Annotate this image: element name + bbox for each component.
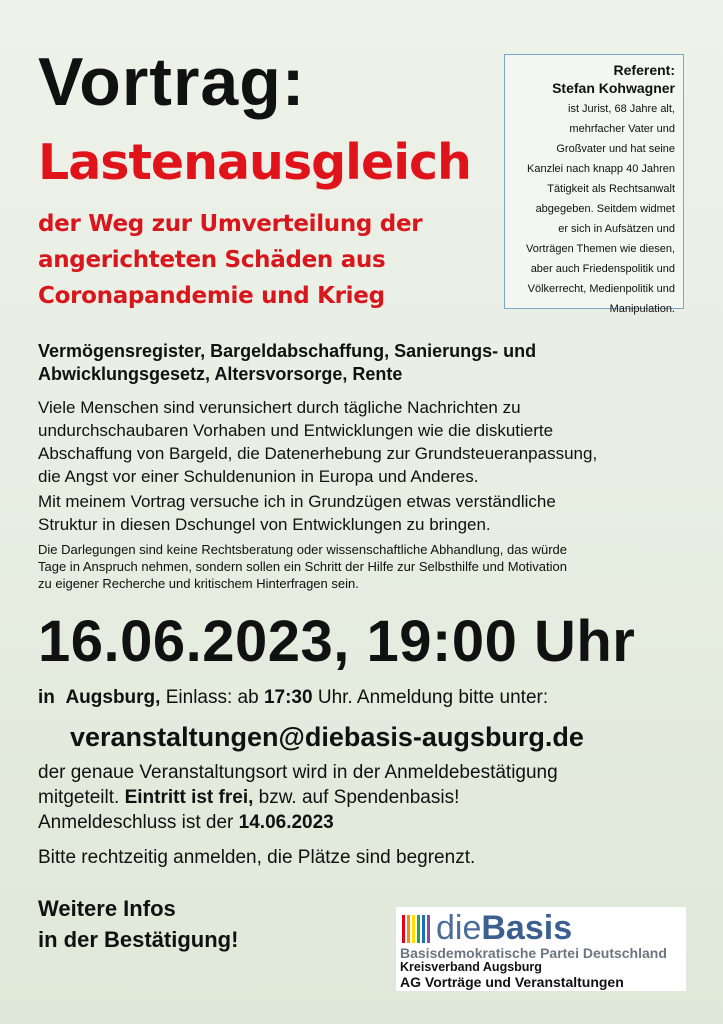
referent-box	[504, 54, 684, 315]
paragraph-line: zu eigener Recherche und kritischem Hinterfragen sein.	[38, 576, 359, 591]
bio-line: ist Jurist, 68 Jahre alt,	[568, 103, 675, 115]
venue-line	[38, 785, 698, 810]
logo-bars-icon	[402, 915, 434, 943]
paragraph-line: Struktur in diesen Dschungel von Entwicklungen zu bringen.	[38, 515, 491, 534]
topics-list	[38, 340, 678, 386]
subtitle	[38, 206, 478, 314]
disclaimer-paragraph	[38, 541, 678, 592]
referent-bio	[513, 99, 675, 319]
logo-bar	[412, 915, 415, 943]
event-datetime: 16.06.2023, 19:00 Uhr	[38, 609, 636, 674]
topics-line: Vermögensregister, Bargeldabschaffung, Sanierungs- und	[38, 341, 537, 361]
logo-ag: AG Vorträge und Veranstaltungen	[400, 974, 624, 990]
bio-line: Kanzlei nach knapp 40 Jahren	[527, 163, 675, 175]
paragraph-line: Die Darlegungen sind keine Rechtsberatung oder wissenschaftliche Abhandlung, das würde	[38, 542, 568, 557]
logo-bar	[407, 915, 410, 943]
logo-die: die	[436, 909, 482, 947]
logo-basis: Basis	[481, 909, 573, 947]
referent-heading: Referent:	[613, 62, 675, 78]
title-lastenausgleich: Lastenausgleich	[38, 134, 471, 191]
logo-bar	[422, 915, 425, 943]
logo-bar	[402, 915, 405, 943]
entry-label: Einlass: ab	[165, 687, 259, 708]
subtitle-line: angerichteten Schäden aus	[38, 247, 386, 273]
bio-line: Großvater und hat seine	[556, 143, 675, 155]
deadline-date: 14.06.2023	[238, 812, 334, 833]
location-line	[38, 686, 548, 710]
reminder-text: Bitte rechtzeitig anmelden, die Plätze sind begrenzt.	[38, 847, 476, 868]
paragraph-line: Tage in Anspruch nehmen, sondern sollen ein Schritt der Hilfe zur Selbsthilfe und Motivation	[38, 559, 567, 574]
venue-info	[38, 760, 698, 835]
paragraph-line: die Angst vor einer Schuldenunion in Europa und Anderes.	[38, 467, 479, 486]
paragraph-line: Mit meinem Vortrag versuche ich in Grundzügen etwas verständliche	[38, 492, 556, 511]
purpose-paragraph	[38, 490, 678, 536]
venue-line: der genaue Veranstaltungsort wird in der Anmeldebestätigung	[38, 762, 558, 783]
venue-post: bzw. auf Spendenbasis!	[258, 787, 460, 808]
entry-time: 17:30	[263, 687, 313, 708]
bio-line: Vorträgen Themen wie diesen,	[526, 243, 675, 255]
bio-line: Tätigkeit als Rechtsanwalt	[547, 183, 675, 195]
deadline-label: Anmeldeschluss ist der	[38, 812, 234, 833]
bio-line: Manipulation.	[609, 303, 675, 315]
paragraph-line: Abschaffung von Bargeld, die Datenerhebung zur Grundsteueranpassung,	[38, 444, 598, 463]
bio-line: er sich in Aufsätzen und	[558, 223, 675, 235]
logo-bar	[427, 915, 430, 943]
in-word: in	[38, 687, 55, 708]
subtitle-line: Coronapandemie und Krieg	[38, 283, 385, 309]
title-vortrag: Vortrag:	[38, 44, 306, 120]
bio-line: aber auch Friedenspolitik und	[530, 263, 675, 275]
more-info-line: Weitere Infos	[38, 896, 176, 921]
more-info-line: in der Bestätigung!	[38, 927, 239, 952]
entry-suffix: Uhr. Anmeldung bitte unter:	[317, 687, 549, 708]
bio-line: abgegeben. Seitdem widmet	[535, 203, 675, 215]
venue-pre: mitgeteilt.	[38, 787, 120, 808]
email-address[interactable]: veranstaltungen@diebasis-augsburg.de	[70, 722, 584, 752]
bio-line: Völkerrecht, Medienpolitik und	[527, 283, 675, 295]
more-info	[38, 893, 238, 955]
intro-paragraph	[38, 396, 678, 488]
referent-name: Stefan Kohwagner	[552, 80, 675, 96]
subtitle-line: der Weg zur Umverteilung der	[38, 211, 423, 237]
logo-bar	[417, 915, 420, 943]
paragraph-line: Viele Menschen sind verunsichert durch tägliche Nachrichten zu	[38, 398, 521, 417]
city: Augsburg,	[65, 687, 161, 708]
deadline-line	[38, 810, 698, 835]
free-entry: Eintritt ist frei,	[124, 787, 254, 808]
topics-line: Abwicklungsgesetz, Altersvorsorge, Rente	[38, 364, 403, 384]
logo-wordmark	[436, 909, 572, 947]
logo-kreisverband: Kreisverband Augsburg	[400, 960, 542, 974]
logo-party-name: Basisdemokratische Partei Deutschland	[400, 945, 667, 961]
paragraph-line: undurchschaubaren Vorhaben und Entwicklungen wie die diskutierte	[38, 421, 554, 440]
bio-line: mehrfacher Vater und	[569, 123, 675, 135]
diebasis-logo	[396, 907, 686, 991]
